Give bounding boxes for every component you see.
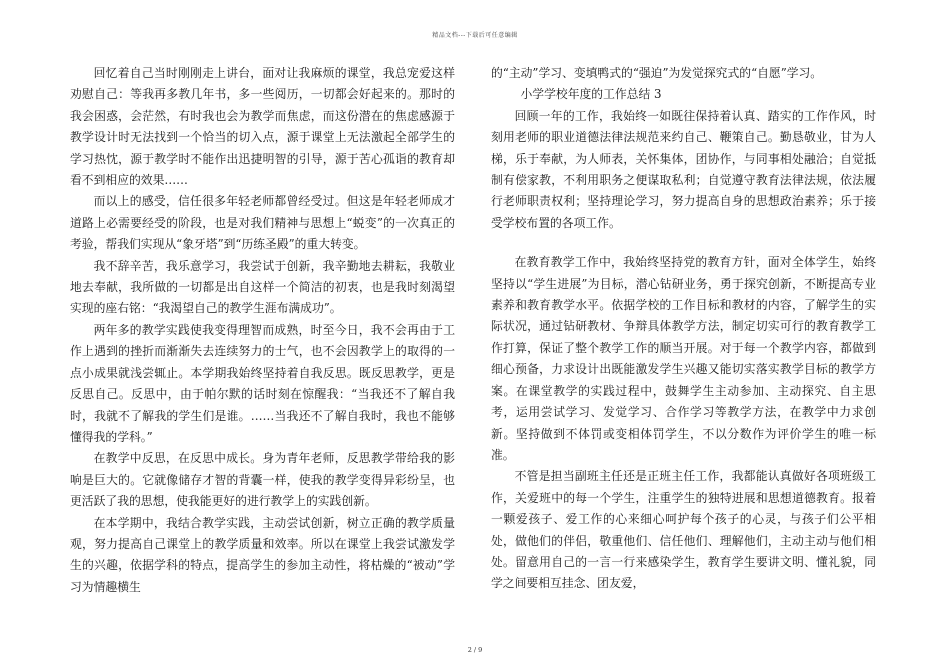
page-header: 精品文档---下载后可任意编辑: [432, 32, 518, 39]
left-paragraph-2: 而以上的感受，信任很多年轻老师都曾经受过。但这是年轻老师成才道路上必需要经受的阶段，也是对我们精神与思想上“蜕变”的一次真正的考验，帮我们实现从“象牙塔”到“历练圣殿”的重大转变。: [70, 194, 455, 252]
left-paragraph-3: 我不辞辛苦，我乐意学习，我尝试于创新，我辛勤地去耕耘，我敬业地去奉献，我所做的一切都是出自这样一个简洁的初衷，也是我时刻渴望实现的座右铭：“我渴望自己的教学生涯布满成功”。: [70, 258, 455, 316]
section-heading: 小学学校年度的工作总结 3: [520, 87, 662, 102]
right-column: [491, 63, 876, 595]
right-paragraph-3: 不管是担当副班主任还是正班主任工作，我都能认真做好各项班级工作，关爱班中的每一个学生，注重学生的独特进展和思想道德教育。报着一颗爱孩子、爱工作的心来细心呵护每个孩子的心灵，与孩子们公平相处，做他们的伴侣，敬重他们、信任他们、理解他们，主动主动与他们相处。留意用自己的一言一行来感染学生，教育学生要讲文明、懂礼貌，同学之间要相互挂念、团友爱，: [491, 469, 876, 591]
right-paragraph-1: 回顾一年的工作，我始终一如既往保持着认真、踏实的工作作风，时刻用老师的职业道德法律法规范来约自己、鞭策自己。勤恳敬业，甘为人梯，乐于奉献，为人师表，关怀集体，团协作，与同事相处融洽；自觉抵制有偿家教，不利用职务之便谋取私利；自觉遵守教育法律法规，依法履行老师职责权利；坚持理论学习，努力提高自身的思想政治素养；乐于接受学校布置的各项工作。: [491, 108, 876, 230]
left-column: [70, 63, 455, 598]
left-paragraph-4: 两年多的教学实践使我变得理智而成熟，时至今日，我不会再由于工作上遇到的挫折而渐渐失去连续努力的士气，也不会因教学上的取得的一点小成果就浅尝辄止。本学期我始终坚持着自我反思。既反思教学，更是反思自己。反思中，由于帕尔默的话时刻在惊醒我：“当我还不了解自我时，我就不了解我的学生们是谁。……当我还不了解自我时，我也不能够懂得我的学科。”: [70, 322, 455, 444]
left-paragraph-5: 在教学中反思，在反思中成长。身为青年老师，反思教学带给我的影响是巨大的。它就像储存才智的背囊一样，使我的教学变得异彩纷呈，也更活跃了我的思想，使我能更好的进行教学上的实践创新。: [70, 451, 455, 509]
page-number: 2 / 9: [467, 646, 483, 654]
left-paragraph-1: 回忆着自己当时刚刚走上讲台，面对让我麻烦的课堂，我总宠爱这样劝慰自己：等我再多教几年书，多一些阅历，一切都会好起来的。那时的我会困惑，会茫然，有时我也会为教学而焦虑，而这份潜在的焦虑感源于教学设计时无法找到一个恰当的切入点，源于课堂上无法激起全部学生的学习热忱，源于教学时不能作出迅捷明智的引导，源于苦心孤诣的教育却看不到相应的效果……: [70, 66, 455, 188]
left-paragraph-6: 在本学期中，我结合教学实践，主动尝试创新，树立正确的教学质量观，努力提高自己课堂上的教学质量和效率。所以在课堂上我尝试激发学生的兴趣，依据学科的特点，提高学生的参加主动性，将枯燥的“被动”学习为情趣横生: [70, 515, 455, 594]
right-continuation-paragraph: 的“主动”学习、变填鸭式的“强迫”为发觉探究式的“自愿”学习。: [491, 66, 823, 80]
right-paragraph-2: 在教育教学工作中，我始终坚持党的教育方针，面对全体学生，始终坚持以“学生进展”为目标，潜心钻研业务，勇于探究创新，不断提高专业素养和教育教学水平。依据学校的工作目标和教材的内容，了解学生的实际状况，通过钻研教材、争辩具体教学方法，制定切实可行的教育教学工作打算，保证了整个教学工作的顺当开展。对于每一个教学内容，都做到细心预备，力求设计出既能激发学生兴趣又能切实落实教学目标的教学方案。在课堂教学的实践过程中，鼓舞学生主动参加、主动探究、自主思考，运用尝试学习、发觉学习、合作学习等教学方法，在教学中力求创新。坚持做到不体罚或变相体罚学生，不以分数作为评价学生的唯一标准。: [491, 255, 876, 462]
